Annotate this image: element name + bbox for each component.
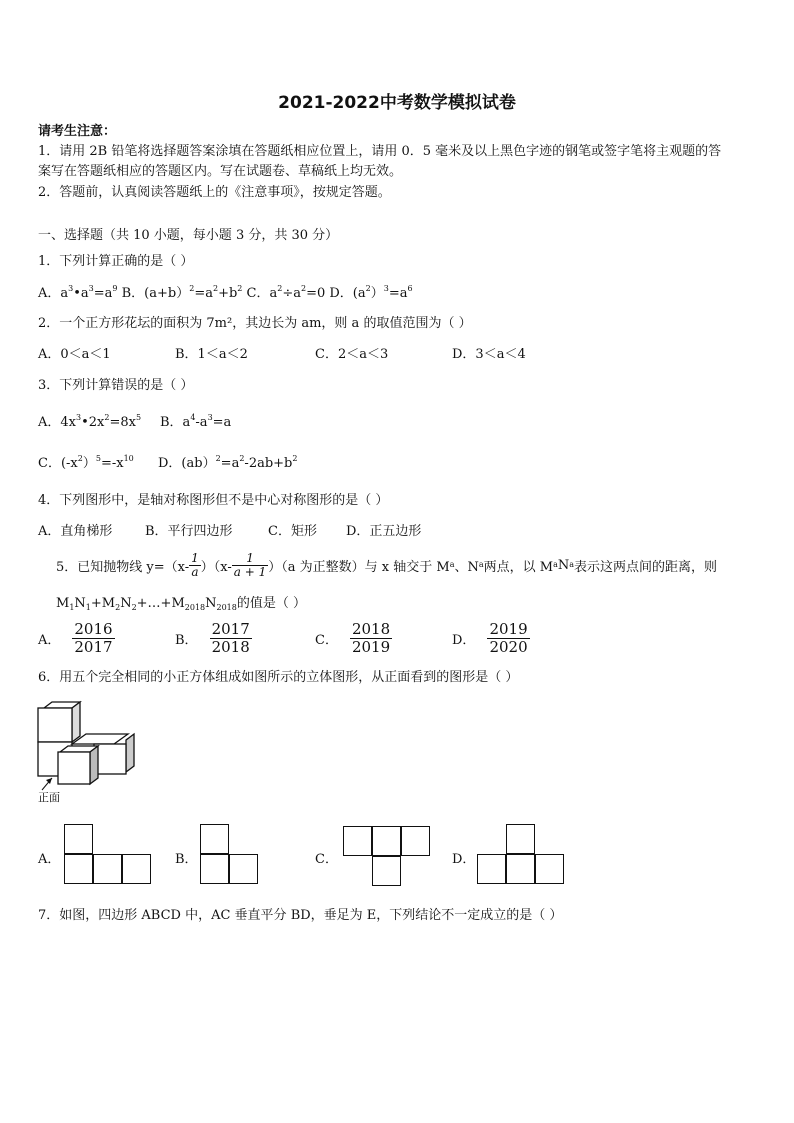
section-heading: 一、选择题（共 10 小题，每小题 3 分，共 30 分） [38,228,339,243]
square [506,854,535,884]
question-2-option-c: C．2＜a＜3 [315,347,389,362]
question-1-options: A．$a^3•a^3=a^9$ B．$(a+b)^2=a^2+b^2$ C．$a^2\div a^2=0$ D．$(a^2)^3=a^6$ [38,284,413,301]
question-5-option-b: B． $\frac{2017}{2018}$ [175,619,250,656]
square [372,826,401,856]
fraction-1-over-a-plus-1: 1 a + 1 [233,550,267,579]
notice-line-1-cont: 案写在答题纸相应的答题区内。写在试题卷、草稿纸上均无效。 [38,164,403,179]
question-5-option-d: D． $\frac{2019}{2020}$ [452,619,528,656]
fraction-1-over-a: 1 a [191,550,199,579]
question-5-stem: 5．已知抛物线 y=（x- 1 a ）（x- 1 a + 1 ）（a 为正整数）与 x 轴交于 M a 、N a 两点，以 M a N a 表示这两点间的距离，则 [56,550,718,579]
square [64,824,93,854]
question-5-option-a: A． $\frac{2016}{2017}$ [38,619,113,656]
question-2-option-a: A．0＜a＜1 [38,347,111,362]
square [229,854,258,884]
question-6-option-a-label: A． [38,852,61,867]
question-6-stem: 6．用五个完全相同的小正方体组成如图所示的立体图形，从正面看到的图形是（ ） [38,670,519,685]
question-4-option-d: D．正五边形 [346,524,422,539]
question-2-option-b: B．1＜a＜2 [175,347,248,362]
question-7-stem: 7．如图，四边形 ABCD 中，AC 垂直平分 BD，垂足为 E，下列结论不一定成立的是（ ） [38,908,563,923]
question-4-option-b: B．平行四边形 [145,524,233,539]
question-4-option-c: C．矩形 [268,524,317,539]
square [372,856,401,886]
square [535,854,564,884]
notice-line-2: 2．答题前，认真阅读答题纸上的《注意事项》，按规定答题。 [38,185,391,200]
question-6-option-c-label: C． [315,852,338,867]
question-4-stem: 4．下列图形中，是轴对称图形但不是中心对称图形的是（ ） [38,493,389,508]
square [64,854,93,884]
question-4-option-a: A．直角梯形 [38,524,113,539]
notice-line-1: 1．请用 2B 铅笔将选择题答案涂填在答题纸相应位置上，请用 0．5 毫米及以上黑色字迹的钢笔或签字笔将主观题的答 [38,144,722,159]
front-label: 正面 [38,791,60,804]
question-2-option-d: D．3＜a＜4 [452,347,526,362]
square [93,854,122,884]
square [200,854,229,884]
page-title: 2021-2022中考数学模拟试卷 [278,93,516,113]
square [200,824,229,854]
question-3-option-d: D．$(ab)^2=a^2-2ab+b^2$ [158,454,298,471]
question-3-stem: 3．下列计算错误的是（ ） [38,378,194,393]
square [477,854,506,884]
question-2-stem: 2．一个正方形花坛的面积为 7m²，其边长为 am，则 a 的取值范围为（ ） [38,316,472,331]
question-3-option-b: B．$a^4-a^3=a$ [160,413,232,430]
question-6-option-b-label: B． [175,852,198,867]
square [343,826,372,856]
square [122,854,151,884]
question-3-option-a: A．$4x^3•2x^2=8x^5$ [38,413,142,430]
question-5-stem-line-2: $M_1N_1+M_2N_2+\dots+M_{2018}N_{2018}$的值是（ ） [56,596,306,612]
question-6-option-d-label: D． [452,852,476,867]
question-1-stem: 1．下列计算正确的是（ ） [38,254,194,269]
square [506,824,535,854]
cube-figure [34,700,144,806]
square [401,826,430,856]
question-5-option-c: C． $\frac{2018}{2019}$ [315,619,391,656]
question-3-option-c: C．$(-x^2)^5=-x^{10}$ [38,454,134,471]
notice-heading: 请考生注意： [38,124,117,139]
